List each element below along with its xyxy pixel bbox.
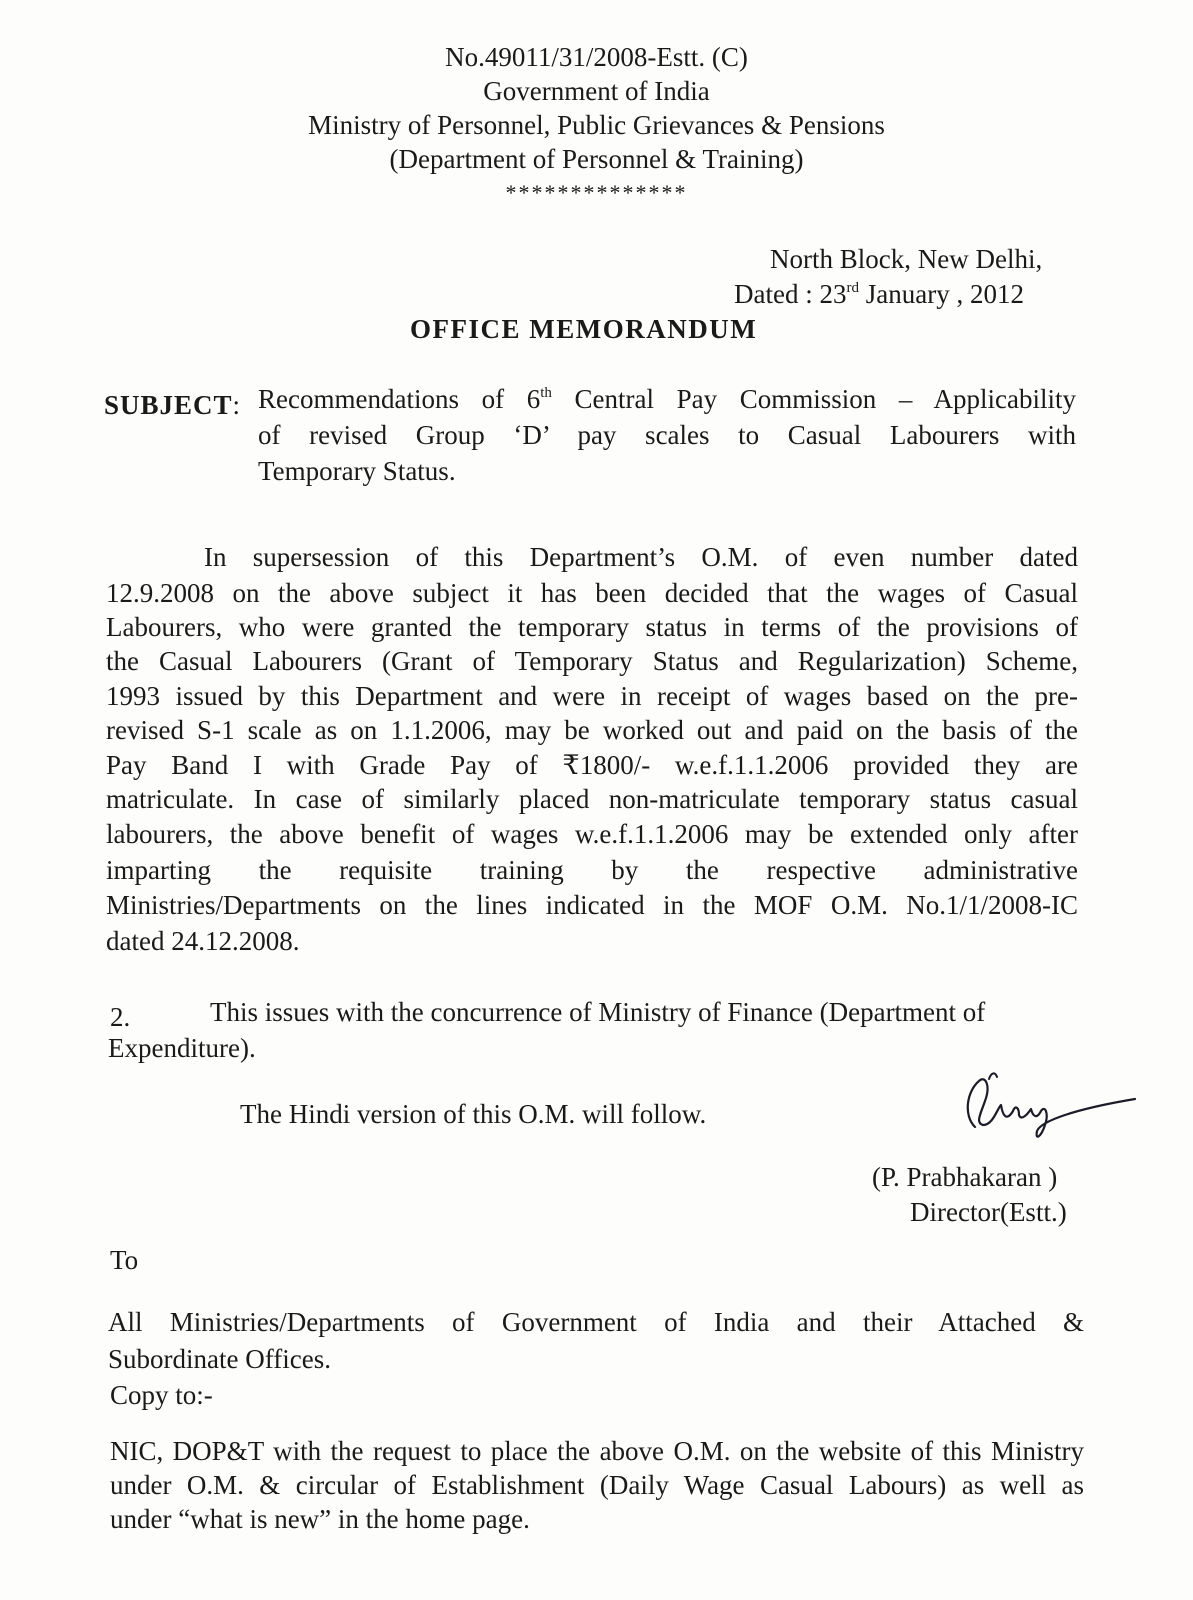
subject-label-wrap	[104, 388, 240, 422]
para1-line-3: Labourers, who were granted the temporary status in terms of the provisions of	[106, 612, 1078, 642]
signatory-designation: Director(Estt.)	[910, 1197, 1067, 1227]
date-line	[734, 277, 1024, 311]
subject-line-2: of revised Group ‘D’ pay scales to Casual Labourers with	[258, 420, 1076, 450]
para1-line-4: the Casual Labourers (Grant of Temporary Status and Regularization) Scheme,	[106, 646, 1078, 676]
header-stars: **************	[505, 180, 688, 205]
para1-line-2: 12.9.2008 on the above subject it has been decided that the wages of Casual	[106, 578, 1078, 608]
copy-to-label: Copy to:-	[110, 1380, 213, 1410]
para1-line-6: revised S-1 scale as on 1.1.2006, may be worked out and paid on the basis of the	[106, 715, 1078, 745]
subject-line-1-a: Recommendations of 6	[258, 384, 541, 414]
to-label: To	[110, 1245, 139, 1275]
handwritten-signature	[945, 1065, 1145, 1145]
subject-line-1-b: Central Pay Commission – Applicability	[574, 384, 1076, 414]
date-label: Dated :	[734, 279, 813, 309]
addressees-line-1: All Ministries/Departments of Government of India and their Attached &	[108, 1307, 1084, 1337]
para1-line-10: imparting the requisite training by the respective administrative	[106, 855, 1078, 885]
department-line: (Department of Personnel & Training)	[389, 144, 804, 174]
subject-colon: :	[232, 390, 241, 420]
place-line: North Block, New Delhi,	[770, 244, 1043, 274]
copy-to-line-3: under “what is new” in the home page.	[110, 1504, 530, 1534]
ministry-line: Ministry of Personnel, Public Grievances & Pensions	[308, 110, 885, 140]
para1-line-5: 1993 issued by this Department and were in receipt of wages based on the pre-	[106, 681, 1078, 711]
copy-to-line-1: NIC, DOP&T with the request to place the above O.M. on the website of this Ministry	[110, 1436, 1084, 1466]
para2-line-1: This issues with the concurrence of Ministry of Finance (Department of	[210, 997, 986, 1027]
addressees-line-2: Subordinate Offices.	[108, 1344, 331, 1374]
para1-line-7: Pay Band I with Grade Pay of ₹1800/- w.e.f.1.1.2006 provided they are	[106, 750, 1078, 780]
para1-line-1: In supersession of this Department’s O.M. of even number dated	[204, 542, 1078, 572]
subject-line-1-sup: th	[540, 385, 552, 401]
para1-line-12: dated 24.12.2008.	[106, 926, 300, 956]
date-rest: January , 2012	[865, 279, 1024, 309]
subject-line-3: Temporary Status.	[258, 456, 456, 486]
para1-line-9: labourers, the above benefit of wages w.e.f.1.1.2006 may be extended only after	[106, 819, 1078, 849]
file-number: No.49011/31/2008-Estt. (C)	[445, 42, 748, 72]
subject-label: SUBJECT	[104, 390, 233, 420]
government-line: Government of India	[483, 76, 710, 106]
para2-number: 2.	[110, 1002, 131, 1032]
memo-title: OFFICE MEMORANDUM	[410, 314, 758, 344]
copy-to-line-2: under O.M. & circular of Establishment (Daily Wage Casual Labours) as well as	[110, 1470, 1084, 1500]
para1-line-8: matriculate. In case of similarly placed non-matriculate temporary status casual	[106, 784, 1078, 814]
date-day: 23	[819, 279, 847, 309]
para2-line-2: Expenditure).	[108, 1033, 256, 1063]
date-day-suffix: rd	[846, 280, 859, 296]
subject-line-1	[258, 382, 1076, 416]
para1-line-11: Ministries/Departments on the lines indicated in the MOF O.M. No.1/1/2008-IC	[106, 890, 1078, 920]
signatory-name: (P. Prabhakaran )	[872, 1162, 1058, 1192]
hindi-version-note: The Hindi version of this O.M. will follow.	[240, 1099, 707, 1129]
